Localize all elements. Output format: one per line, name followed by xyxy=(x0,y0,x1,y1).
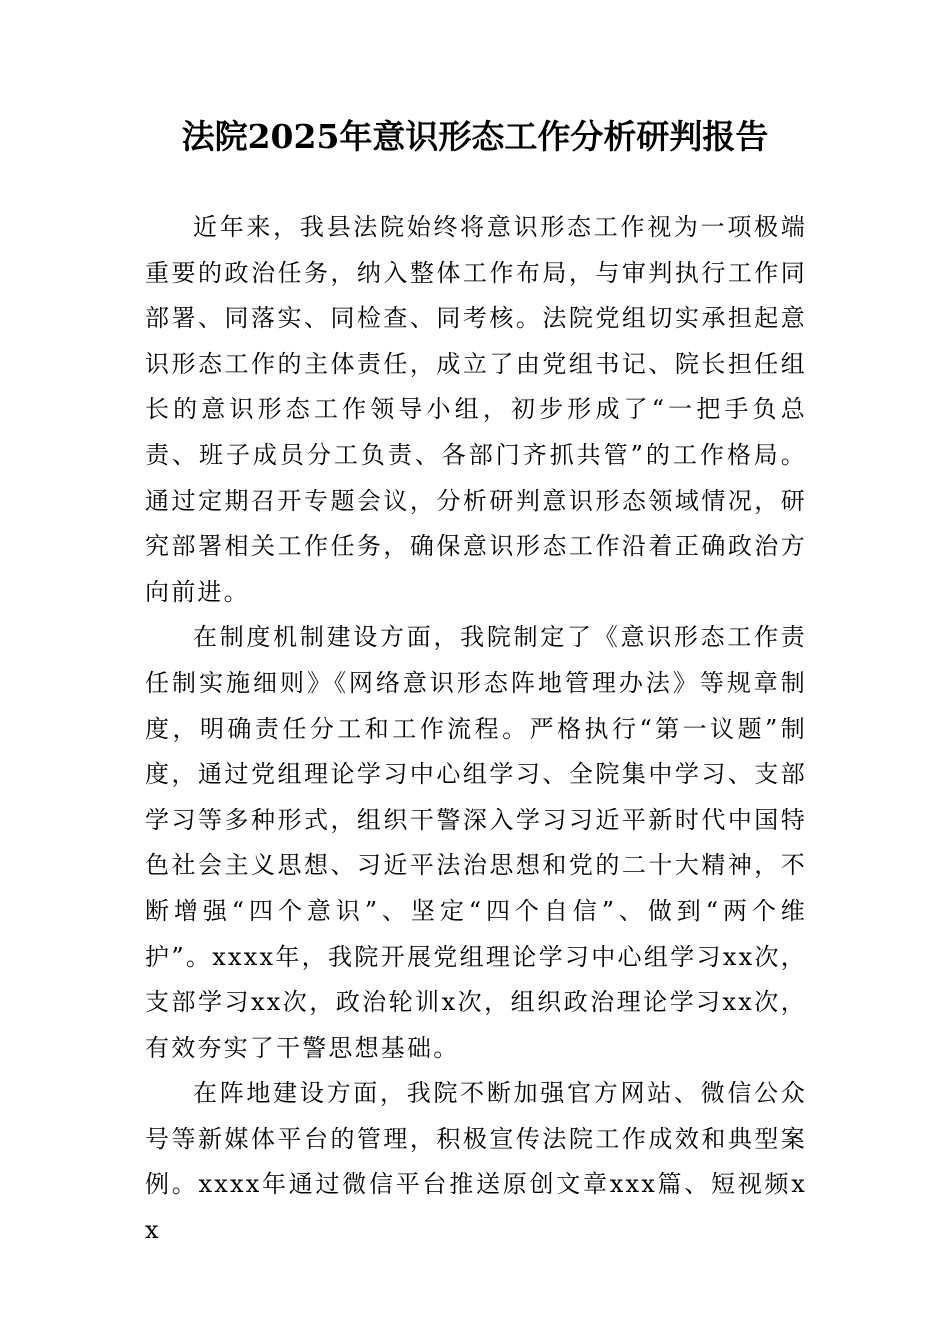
paragraph-2: 在制度机制建设方面，我院制定了《意识形态工作责任制实施细则》《网络意识形态阵地管理办法》等规章制度，明确责任分工和工作流程。严格执行“第一议题”制度，通过党组理论学习中心组学习、全院集中学习、支部学习等多种形式，组织干警深入学习习近平新时代中国特色社会主义思想、习近平法治思想和党的二十大精神，不断增强“四个意识”、坚定“四个自信”、做到“两个维护”。xxxx年，我院开展党组理论学习中心组学习xx次，支部学习xx次，政治轮训x次，组织政治理论学习xx次，有效夯实了干警思想基础。 xyxy=(145,623,807,1062)
paragraph-3: 在阵地建设方面，我院不断加强官方网站、微信公众号等新媒体平台的管理，积极宣传法院工作成效和典型案例。xxxx年通过微信平台推送原创文章xxx篇、短视频xx xyxy=(145,1079,807,1245)
paragraph-1: 近年来，我县法院始终将意识形态工作视为一项极端重要的政治任务，纳入整体工作布局，与审判执行工作同部署、同落实、同检查、同考核。法院党组切实承担起意识形态工作的主体责任，成立了由党组书记、院长担任组长的意识形态工作领导小组，初步形成了“一把手负总责、班子成员分工负责、各部门齐抓共管”的工作格局。通过定期召开专题会议，分析研判意识形态领域情况，研究部署相关工作任务，确保意识形态工作沿着正确政治方向前进。 xyxy=(145,213,807,606)
document-title: 法院2025年意识形态工作分析研判报告 xyxy=(181,117,769,156)
document-body xyxy=(145,205,807,1254)
